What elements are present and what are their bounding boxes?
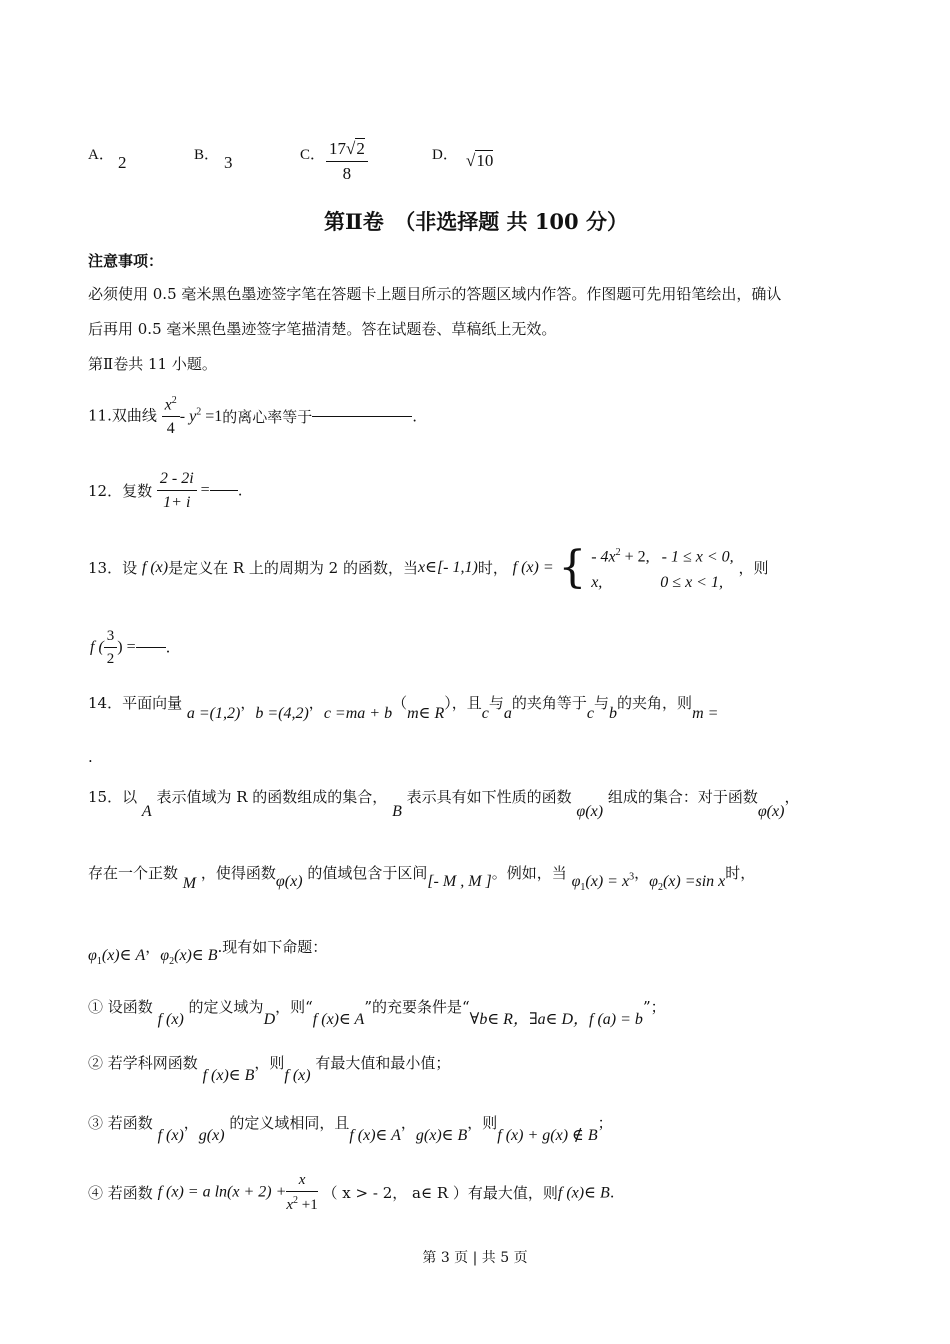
p1-condition: ∀b∈ R，∃a∈ D，f (a) = b <box>469 1011 643 1028</box>
notice-line-2: 后再用 0.5 毫米黑色墨迹签字笔描清楚。答在试题卷、草稿纸上无效。 <box>88 320 557 338</box>
q15-phi: φ(x) <box>576 803 604 820</box>
option-d-value: √10 <box>466 151 494 170</box>
q12-number: 12．复数 <box>88 482 153 501</box>
q11-eq: =1 <box>201 407 223 425</box>
q13-brace: { <box>558 542 587 594</box>
q15-phi-3: φ(x) <box>275 873 303 890</box>
p2-f2: f (x) <box>284 1067 311 1084</box>
q13-ask-den: 2 <box>106 650 115 667</box>
q14-c2: c <box>481 705 489 722</box>
p4-result: f (x)∈ B <box>557 1184 610 1202</box>
q11-frac-den: 4 <box>166 419 175 437</box>
q14-with-1: 与 <box>488 694 504 712</box>
option-c-denominator: 8 <box>342 163 352 183</box>
p2-text-1: ，则 <box>254 1054 285 1072</box>
p4-frac-den: x <box>286 1196 294 1213</box>
q13-text-2: 时， <box>477 559 508 578</box>
p3-text-2: ，则 <box>467 1114 498 1132</box>
q15-text-8: 时， <box>725 864 756 882</box>
q13-case1-tail: + 2, <box>620 548 650 566</box>
p1-end: ”； <box>642 998 666 1016</box>
q14-a2: a <box>503 705 512 722</box>
q14-text-2: 的夹角等于 <box>511 694 587 712</box>
q14-paren: m∈ R <box>407 705 445 722</box>
proposition-3: ③ 若函数 f (x)，g(x) 的定义域相同，且f (x)∈ A，g(x)∈ B，则f (x) + g(x) ∉ B； <box>88 1114 613 1144</box>
p2-pre: ② 若学科网函数 <box>88 1054 198 1072</box>
p3-text-1: 的定义域相同，且 <box>229 1114 350 1132</box>
q13-ask-eq: ) = <box>117 638 136 656</box>
option-b-label: B． <box>194 147 220 163</box>
p4-cond: （ x > - 2， a∈ R ） <box>322 1184 468 1202</box>
q13-piecewise: - $4x^2 + 2$, - 1 ≤ x < 0, x, 0 ≤ x < 1, <box>591 547 734 592</box>
p4-text-1: 有最大值，则 <box>467 1184 558 1202</box>
q14-with-2: 与 <box>594 694 610 712</box>
q14-b2: b <box>609 705 618 722</box>
q15-text-4: 存在一个正数 <box>88 864 179 882</box>
q13-case1-cond: - 1 ≤ x < 0, <box>661 548 734 566</box>
q15-phi1-def: $\varphi_1(x) = x^3$ <box>571 871 635 894</box>
p3-sum: f (x) + g(x) ∉ B <box>497 1127 598 1144</box>
p4-frac-num: x <box>286 1172 317 1192</box>
q13-text-3: ，则 <box>738 559 769 578</box>
question-11: 11.双曲线 $\frac{x^2}{4}$ - $y^2 =1$的离心率等于 . <box>88 395 418 437</box>
q11-frac-num: x <box>164 396 172 414</box>
q15-comma: ， <box>784 788 800 806</box>
p1-domain: D <box>263 1011 276 1028</box>
q12-denominator: 1+ i <box>163 493 191 511</box>
q15-phi-2: φ(x) <box>757 803 785 820</box>
page-footer: 第 3 页 | 共 5 页 <box>422 1250 528 1266</box>
option-d-radicand: 10 <box>476 151 494 170</box>
q14-text-3: 的夹角，则 <box>617 694 693 712</box>
q11-post: 的离心率等于 <box>222 407 313 426</box>
q15-text-7: 。例如，当 <box>491 864 567 882</box>
q14-vec-a: a =(1,2) <box>186 705 241 722</box>
option-b-value: 3 <box>224 153 233 172</box>
q15-number: 15．以 <box>88 788 138 806</box>
section-title: 第Ⅱ卷 （非选择题 共 100 分） <box>324 209 628 234</box>
q14-c3: c <box>586 705 595 722</box>
q12-answer-blank[interactable] <box>210 490 238 491</box>
option-a-label: A． <box>88 147 114 163</box>
q14-vec-c: c =ma + b <box>323 705 393 722</box>
q13-case2-cond: 0 ≤ x < 1, <box>660 574 723 592</box>
q14-text-1: ，且 <box>451 694 482 712</box>
q15-text-5: ，使得函数 <box>200 864 276 882</box>
q15-set-b: B <box>392 803 402 820</box>
p3-g: g(x) <box>198 1127 225 1144</box>
q13-case2-expr: x, <box>591 574 603 592</box>
p3-fa: f (x)∈ A <box>349 1127 401 1144</box>
q14-number: 14．平面向量 <box>88 694 183 712</box>
q15-text-9: .现有如下命题： <box>217 938 328 956</box>
q13-case1-expr: - 4x <box>591 548 616 566</box>
notice-line-1: 必须使用 0.5 毫米黑色墨迹签字笔在答题卡上题目所示的答题区域内作答。作图题可先用铅笔绘出，确认 <box>88 285 782 303</box>
q15-text-6: 的值域包含于区间 <box>307 864 428 882</box>
q13-number: 13．设 <box>88 559 138 578</box>
q15-m: M <box>182 875 197 892</box>
q12-numerator: 2 - 2i <box>157 470 197 491</box>
q13-cond: x∈[- 1,1) <box>418 559 478 577</box>
q12-end: . <box>237 481 243 500</box>
proposition-2 <box>88 1052 451 1084</box>
q14-end: . <box>88 748 93 766</box>
p1-pre: ① 设函数 <box>88 998 153 1016</box>
question-15-line-1 <box>88 786 800 820</box>
p4-end: . <box>609 1183 615 1202</box>
q12-eq: = <box>196 481 210 499</box>
option-d-label: D． <box>432 147 458 163</box>
q11-end: . <box>412 407 418 426</box>
q11-answer-blank[interactable] <box>312 416 412 417</box>
p3-pre: ③ 若函数 <box>88 1114 153 1132</box>
q14-vec-b: b =(4,2) <box>255 705 309 722</box>
q15-phi2-def: $\varphi_2(x) =\sin$ x <box>649 873 726 894</box>
option-a-value: 2 <box>118 153 127 172</box>
p3-gb: g(x)∈ B <box>415 1127 468 1144</box>
option-c-label: C． <box>300 147 326 163</box>
q15-phi2-in-b: $\varphi_2(x)\in$ B <box>160 947 218 968</box>
p3-end: ； <box>597 1114 613 1132</box>
q11-pre: 双曲线 <box>111 406 157 425</box>
q13-ask-f: f ( <box>90 638 104 656</box>
q13-text-1: 是定义在 R 上的周期为 2 的函数，当 <box>168 559 418 578</box>
q13-fx2: f (x) = <box>512 559 554 577</box>
p4-f: f (x) = a ln(x + 2) + <box>157 1183 287 1201</box>
p2-f: f (x)∈ B <box>202 1067 255 1084</box>
q13-fx: f (x) <box>141 559 169 577</box>
q14-m: m = <box>692 705 719 722</box>
q13-ask <box>90 628 170 667</box>
q13-end: . <box>165 638 171 657</box>
q15-set-a: A <box>141 803 152 820</box>
q15-phi1-in-a: $\varphi_1(x)\in$ A <box>88 947 146 968</box>
p1-text-3: ”的充要条件是“ <box>364 998 470 1016</box>
q13-answer-blank[interactable] <box>136 647 166 648</box>
q13-ask-num: 3 <box>104 628 118 648</box>
p1-fa: f (x)∈ A <box>312 1011 365 1028</box>
question-13 <box>88 540 768 596</box>
p1-f: f (x) <box>157 1011 184 1028</box>
question-15-line-3: $\varphi_1(x)\in$ A，$\varphi_2(x)\in$ B.现有如下命题： <box>88 938 328 968</box>
question-15-line-2: 存在一个正数 M ，使得函数φ(x) 的值域包含于区间[- M , M ]。例如，当 $\varphi_1(x) = x^3$，$\varphi_2(x) =\sin$ x时， <box>88 864 756 894</box>
p1-text-1: 的定义域为 <box>188 998 264 1016</box>
q11-rest: - y <box>179 407 197 425</box>
q15-text-1: 表示值域为 R 的函数组成的集合， <box>156 788 388 806</box>
question-12 <box>88 470 242 511</box>
option-c-radicand: 2 <box>356 139 365 158</box>
q15-text-3: 组成的集合：对于函数 <box>607 788 758 806</box>
p4-pre: ④ 若函数 <box>88 1184 153 1202</box>
notice-line-3: 第Ⅱ卷共 11 小题。 <box>88 355 217 373</box>
question-14: 14．平面向量 a =(1,2)，b =(4,2)，c =ma + b（m∈ R），且c与a的夹角等于c与b的夹角，则m = <box>88 694 719 722</box>
p3-f: f (x) <box>157 1127 184 1144</box>
q15-text-2: 表示具有如下性质的函数 <box>406 788 572 806</box>
p1-text-2: ，则“ <box>275 998 313 1016</box>
option-c-coef: 17 <box>329 139 346 158</box>
q15-interval: [- M , M ] <box>427 873 492 890</box>
q11-number: 11. <box>88 406 112 425</box>
notice-title: 注意事项： <box>88 252 164 270</box>
proposition-1 <box>88 994 666 1028</box>
p2-text-2: 有最大值和最小值； <box>315 1054 451 1072</box>
option-c-fraction: $\frac{17√2}{8}$ <box>326 140 368 183</box>
proposition-4: ④ 若函数 f (x) = a ln(x + 2) + $\frac{x}{x^2 +1}$ （ x > - 2， a∈ R ）有最大值，则f (x)∈ B. <box>88 1172 615 1213</box>
p4-frac-den-tail: +1 <box>298 1196 318 1213</box>
